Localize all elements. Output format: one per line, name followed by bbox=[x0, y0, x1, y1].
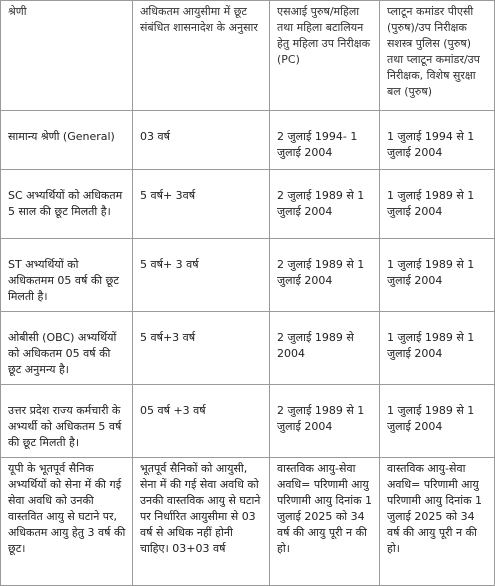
cell-category: ओबीसी (OBC) अभ्यर्थियों को अधिकतम 05 वर्ष की छूट अनुमन्य है। bbox=[1, 312, 133, 385]
table-row bbox=[1, 170, 495, 239]
cell-platoon-dates: 1 जुलाई 1989 से 1 जुलाई 2004 bbox=[380, 170, 495, 239]
cell-relaxation: भूतपूर्व सैनिकों को आयुसी, सेना में की गई सेवा अवधि को उनकी वास्तविक आयु से घटाने पर निर्धारित आयुसीमा से 03 वर्ष से अधिक नहीं होनी चाहिए। 03+03 वर्ष bbox=[133, 458, 270, 586]
cell-relaxation: 05 वर्ष +3 वर्ष bbox=[133, 385, 270, 458]
cell-si-dates: 2 जुलाई 1989 से 2004 bbox=[270, 312, 380, 385]
table-row bbox=[1, 239, 495, 312]
cell-si-dates: 2 जुलाई 1989 से 1 जुलाई 2004 bbox=[270, 385, 380, 458]
cell-relaxation: 5 वर्ष+3 वर्ष bbox=[133, 312, 270, 385]
cell-platoon-dates: 1 जुलाई 1994 से 1 जुलाई 2004 bbox=[380, 111, 495, 170]
header-relaxation-order: अधिकतम आयुसीमा में छूट संबंधित शासनादेश के अनुसार bbox=[133, 1, 270, 111]
cell-relaxation: 03 वर्ष bbox=[133, 111, 270, 170]
table-row bbox=[1, 111, 495, 170]
cell-si-dates: 2 जुलाई 1989 से 1 जुलाई 2004 bbox=[270, 239, 380, 312]
cell-relaxation: 5 वर्ष+ 3वर्ष bbox=[133, 170, 270, 239]
header-si-women-battalion: एसआई पुरुष/महिला तथा महिला बटालियन हेतु महिला उप निरीक्षक (PC) bbox=[270, 1, 380, 111]
cell-platoon-dates: 1 जुलाई 1989 से 1 जुलाई 2004 bbox=[380, 385, 495, 458]
table-header-row bbox=[1, 1, 495, 111]
cell-category: उत्तर प्रदेश राज्य कर्मचारी के अभ्यर्थी को अधिकतम 5 वर्ष की छूट मिलती है। bbox=[1, 385, 133, 458]
cell-category: सामान्य श्रेणी (General) bbox=[1, 111, 133, 170]
cell-platoon-dates: 1 जुलाई 1989 से 1 जुलाई 2004 bbox=[380, 312, 495, 385]
cell-relaxation: 5 वर्ष+ 3 वर्ष bbox=[133, 239, 270, 312]
table-row bbox=[1, 458, 495, 586]
cell-platoon-dates: वास्तविक आयु-सेवा अवधि= परिणामी आयु परिणामी आयु दिनांक 1 जुलाई 2025 को 34 वर्ष की आयु पूरी न की हो। bbox=[380, 458, 495, 586]
cell-si-dates: 2 जुलाई 1994- 1 जुलाई 2004 bbox=[270, 111, 380, 170]
cell-si-dates: वास्तविक आयु-सेवा अवधि= परिणामी आयु परिणामी आयु दिनांक 1 जुलाई 2025 को 34 वर्ष की आयु पूरी न की हो। bbox=[270, 458, 380, 586]
table-row bbox=[1, 312, 495, 385]
header-category: श्रेणी bbox=[1, 1, 133, 111]
header-platoon-commander: प्लाटून कमांडर पीएसी (पुरुष)/उप निरीक्षक सशस्त्र पुलिस (पुरुष) तथा प्लाटून कमांडर/उप निरीक्षक, विशेष सुरक्षा बल (पुरुष) bbox=[380, 1, 495, 111]
table-row bbox=[1, 385, 495, 458]
cell-si-dates: 2 जुलाई 1989 से 1 जुलाई 2004 bbox=[270, 170, 380, 239]
cell-category: ST अभ्यर्थियों को अधिकतमम 05 वर्ष की छूट मिलती है। bbox=[1, 239, 133, 312]
cell-platoon-dates: 1 जुलाई 1989 से 1 जुलाई 2004 bbox=[380, 239, 495, 312]
cell-category: यूपी के भूतपूर्व सैनिक अभ्यर्थियों को सेना में की गई सेवा अवधि को उनकी वास्तवित आयु से घटाने पर, अधिकतम आयु हेतु 3 वर्ष की छूट। bbox=[1, 458, 133, 586]
cell-category: SC अभ्यर्थियों को अधिकतम 5 साल की छूट मिलती है। bbox=[1, 170, 133, 239]
